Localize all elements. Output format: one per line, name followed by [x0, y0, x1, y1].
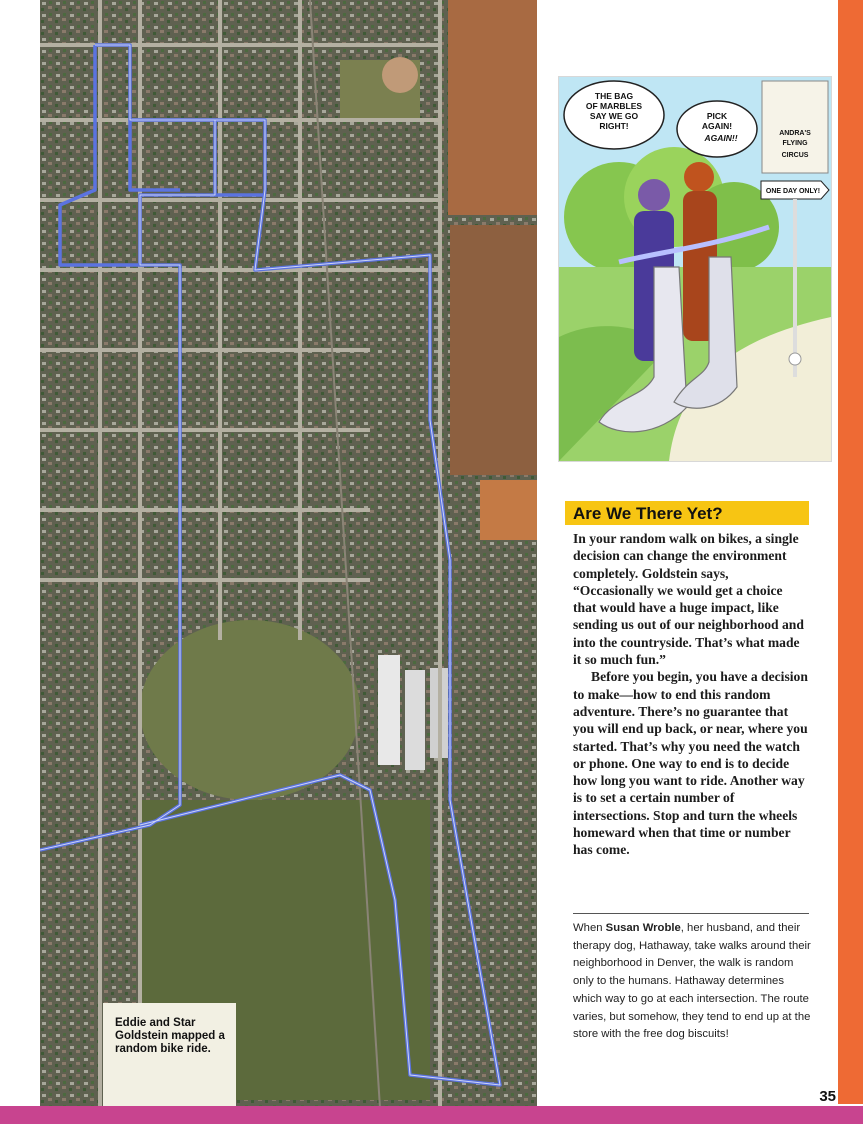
bubble-right-line-3: AGAIN!!	[704, 133, 738, 143]
comic-graphic	[559, 77, 831, 461]
bubble-left-line-1: THE BAG	[594, 91, 634, 101]
page-number: 35	[819, 1088, 836, 1105]
article-paragraph-2: Before you begin, you have a decision to make—how to end this random adventure. There’s no guarantee that you will end up back, or near, where you started. That’s why you need the watch or phone. One way to end is to decide how long you want to ride. Another way is to set a certain number of intersections. Stop and turn the wheels homeward when that time or number has come.	[573, 669, 808, 858]
sidebar-divider	[573, 913, 809, 914]
bubble-right-line-2: AGAIN!	[701, 121, 733, 131]
bubble-left-line-2: OF MARBLES	[585, 101, 643, 111]
sidebar-note	[573, 920, 813, 1044]
sign-title-line-2: FLYING	[782, 140, 808, 147]
sign-arrow-text: ONE DAY ONLY!	[765, 188, 821, 195]
sign-title-line-1: ANDRA'S	[779, 130, 811, 137]
map-caption-box	[103, 1003, 236, 1108]
map-graphic	[40, 0, 537, 1108]
aerial-route-map	[40, 0, 537, 1108]
article-paragraph-1: In your random walk on bikes, a single decision can change the environment completely. Goldstein says, “Occasionally we would get a choice that would have a huge impact, like sending us out of our neighborhood and into the countryside. That’s what made it so much fun.”	[573, 531, 804, 668]
bottom-accent-bar	[0, 1106, 863, 1124]
bubble-right-line-1: PICK	[706, 111, 728, 121]
bubble-left-line-3: SAY WE GO	[589, 111, 639, 121]
sidebar-text: , her husband, and their therapy dog, Hathaway, take walks around their neighborhood in Denver, the walk is random only to the humans. Hathaway determines which way to go at each intersection. The route varies, but somehow, they tend to end up at the store with the free dog biscuits!	[573, 922, 811, 1041]
right-accent-bar	[838, 0, 863, 1104]
map-caption: Eddie and Star Goldstein mapped a random bike ride.	[115, 1017, 225, 1055]
sidebar-intro: When	[573, 922, 606, 934]
article-heading-bar	[565, 501, 809, 525]
article-heading: Are We There Yet?	[573, 504, 723, 523]
circus-sign	[762, 81, 828, 173]
sign-title-line-3: CIRCUS	[781, 152, 809, 159]
rider-right-helmet	[684, 162, 714, 192]
bubble-left-line-4: RIGHT!	[599, 121, 629, 131]
rider-left-helmet	[638, 179, 670, 211]
sidebar-name: Susan Wroble	[605, 922, 681, 934]
comic-illustration	[558, 76, 832, 462]
article-body	[573, 530, 809, 859]
